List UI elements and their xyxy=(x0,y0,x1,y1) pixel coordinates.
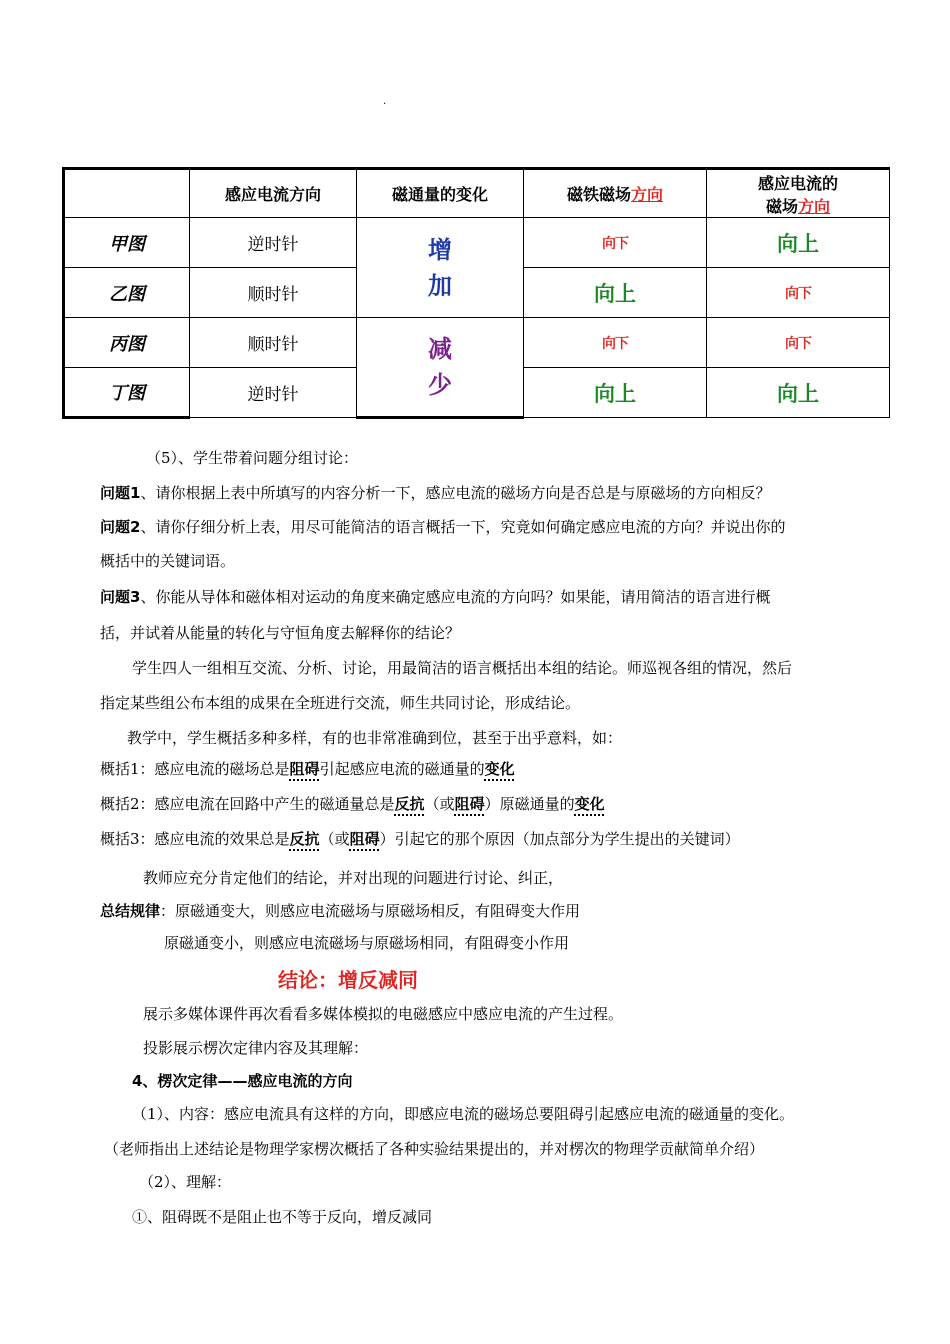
paragraph-projection: 投影展示楞次定律内容及其理解： xyxy=(143,1039,369,1057)
question-3: 问题3、你能从导体和磁体相对运动的角度来确定感应电流的方向吗？如果能，请用简洁的语言进行概 xyxy=(100,588,771,606)
row-name: 甲图 xyxy=(64,218,190,268)
induced-field-direction: 向上 xyxy=(707,218,890,268)
row-name: 丙图 xyxy=(64,318,190,368)
header-current-direction: 感应电流方向 xyxy=(190,169,357,218)
magnet-field-direction: 向下 xyxy=(524,218,707,268)
content-understanding-1: ①、阻碍既不是阻止也不等于反向，增反减同 xyxy=(132,1208,433,1226)
paragraph-multimedia: 展示多媒体课件再次看看多媒体模拟的电磁感应中感应电流的产生过程。 xyxy=(143,1005,624,1023)
section-heading-lenz: 4、楞次定律——感应电流的方向 xyxy=(132,1072,353,1090)
flux-increase: 增 加 xyxy=(357,218,524,318)
header-empty xyxy=(64,169,190,218)
rule-summary-2: 原磁通变小，则感应电流磁场与原磁场相同，有阻碍变小作用 xyxy=(164,934,570,952)
magnet-field-direction: 向上 xyxy=(524,368,707,418)
question-1: 问题1、请你根据上表中所填写的内容分析一下，感应电流的磁场方向是否总是与原磁场的方向相反？ xyxy=(100,484,771,502)
paragraph-teacher: 教师应充分肯定他们的结论，并对出现的问题进行讨论、纠正， xyxy=(143,869,564,887)
magnet-field-direction: 向上 xyxy=(524,268,707,318)
row-name: 乙图 xyxy=(64,268,190,318)
summary-2: 概括2：感应电流在回路中产生的磁通量总是反抗（或阻碍）原磁通量的变化 xyxy=(100,795,605,813)
header-magnet-field: 磁铁磁场方向 xyxy=(524,169,707,218)
section-5: （5）、学生带着问题分组讨论： xyxy=(146,449,359,467)
content-note: （老师指出上述结论是物理学家楞次概括了各种实验结果提出的，并对楞次的物理学贡献简单介绍） xyxy=(104,1140,765,1158)
induced-field-direction: 向下 xyxy=(707,268,890,318)
row-name: 丁图 xyxy=(64,368,190,418)
paragraph-group-discussion: 学生四人一组相互交流、分析、讨论，用最简洁的语言概括出本组的结论。师巡视各组的情况，然后 xyxy=(132,659,793,677)
current-direction: 逆时针 xyxy=(190,218,357,268)
content-1: （1）、内容：感应电流具有这样的方向，即感应电流的磁场总要阻碍引起感应电流的磁通量的变化。 xyxy=(132,1105,795,1123)
question-2-cont: 概括中的关键词语。 xyxy=(100,552,236,570)
question-2: 问题2、请你仔细分析上表，用尽可能简洁的语言概括一下，究竟如何确定感应电流的方向？并说出你的 xyxy=(100,518,786,536)
current-direction: 顺时针 xyxy=(190,318,357,368)
flux-decrease: 减 少 xyxy=(357,318,524,418)
induced-field-direction: 向下 xyxy=(707,318,890,368)
magnet-field-direction: 向下 xyxy=(524,318,707,368)
induced-field-direction: 向上 xyxy=(707,368,890,418)
header-induced-field: 感应电流的 磁场方向 xyxy=(707,169,890,218)
top-mark: . xyxy=(383,96,387,107)
lenz-table xyxy=(62,167,890,419)
current-direction: 逆时针 xyxy=(190,368,357,418)
current-direction: 顺时针 xyxy=(190,268,357,318)
rule-summary: 总结规律：原磁通变大，则感应电流磁场与原磁场相反，有阻碍变大作用 xyxy=(100,902,581,920)
paragraph-teaching: 教学中，学生概括多种多样，有的也非常准确到位，甚至于出乎意料，如： xyxy=(127,729,623,747)
content-2: （2）、理解： xyxy=(139,1173,232,1191)
header-flux-change: 磁通量的变化 xyxy=(357,169,524,218)
conclusion: 结论：增反减同 xyxy=(278,968,418,992)
summary-1: 概括1：感应电流的磁场总是阻碍引起感应电流的磁通量的变化 xyxy=(100,760,515,778)
summary-3: 概括3：感应电流的效果总是反抗（或阻碍）引起它的那个原因（加点部分为学生提出的关键词） xyxy=(100,830,740,848)
question-3-cont: 括，并试着从能量的转化与守恒角度去解释你的结论？ xyxy=(100,624,461,642)
paragraph-group-discussion-cont: 指定某些组公布本组的成果在全班进行交流，师生共同讨论，形成结论。 xyxy=(100,694,581,712)
